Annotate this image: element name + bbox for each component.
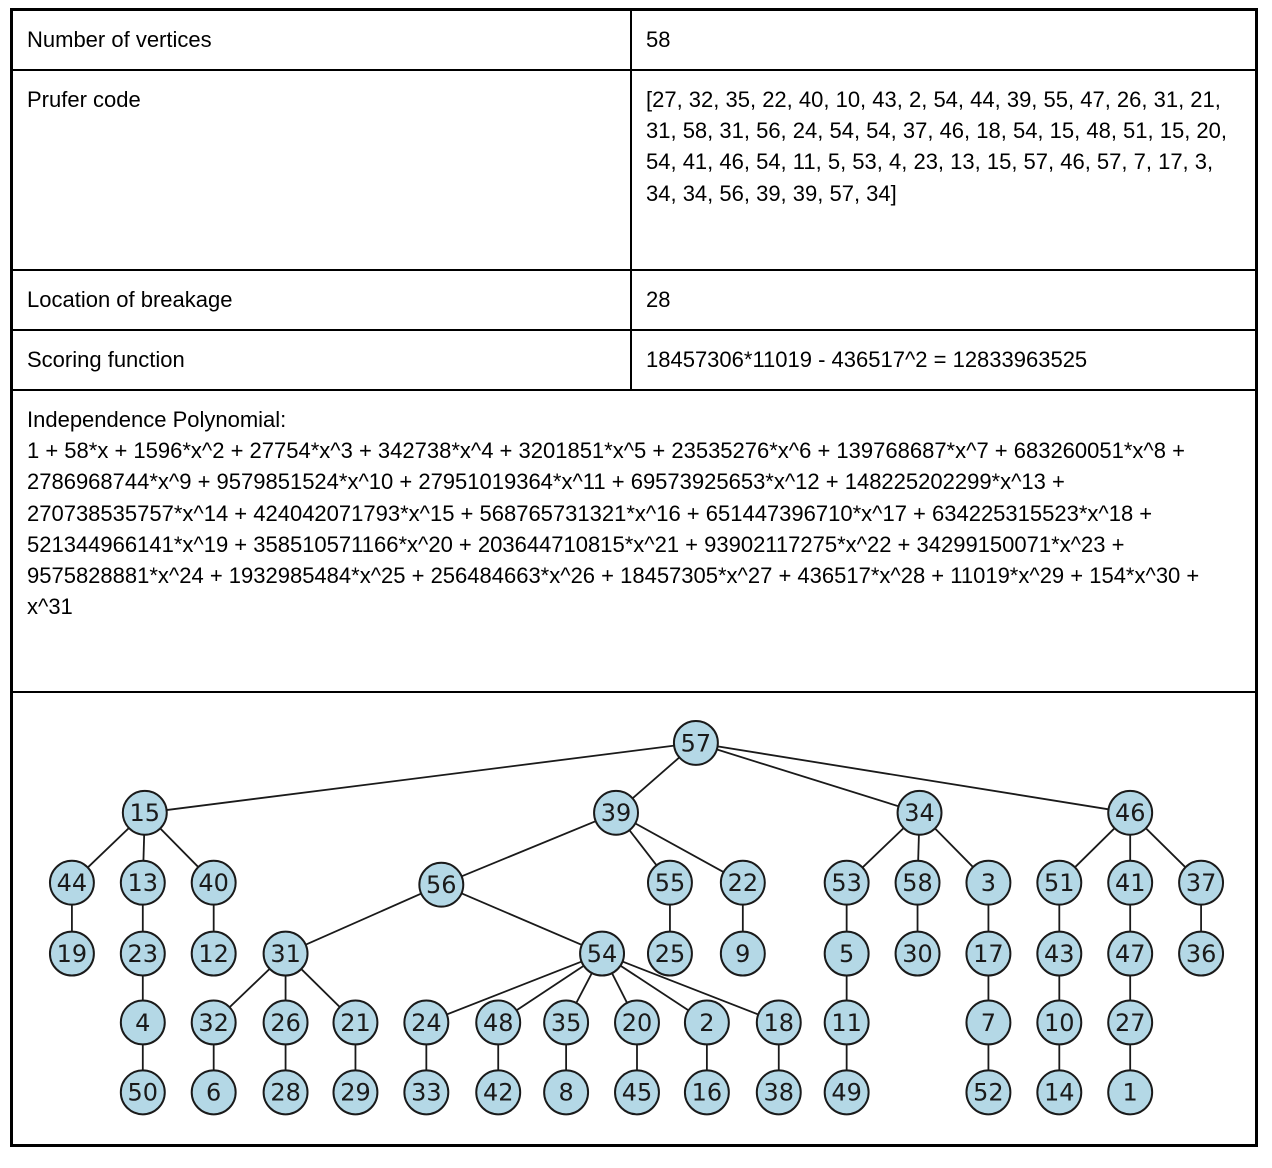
- tree-node-58: [896, 861, 940, 905]
- tree-node-28: [264, 1070, 308, 1114]
- tree-node-label: 20: [621, 1008, 653, 1037]
- tree-node-label: 3: [980, 869, 997, 898]
- tree-node-49: [825, 1070, 869, 1114]
- tree-node-label: 33: [411, 1078, 442, 1107]
- tree-node-16: [685, 1070, 729, 1114]
- tree-node-label: 9: [735, 939, 751, 968]
- tree-node-label: 50: [127, 1078, 159, 1107]
- tree-node-47: [1108, 932, 1152, 976]
- breakage-label: Location of breakage: [13, 271, 632, 329]
- tree-diagram: [13, 693, 1255, 1144]
- tree-node-label: 14: [1044, 1078, 1075, 1107]
- tree-node-13: [121, 861, 165, 905]
- tree-node-label: 30: [902, 939, 933, 968]
- tree-node-36: [1179, 932, 1223, 976]
- prufer-code-value: [27, 32, 35, 22, 40, 10, 43, 2, 54, 44, 39, 55, 47, 26, 31, 21, 31, 58, 31, 56, 24, 54, 54, 37, 46, 18, 54, 15, 48, 51, 15, 20, 54, 41, 46, 54, 11, 5, 53, 4, 23, 13, 15, 57, 46, 57, 7, 17, 3, 34, 34, 56, 39, 39, 57, 34]: [646, 87, 1228, 206]
- tree-node-label: 55: [654, 869, 686, 898]
- tree-node-label: 13: [127, 869, 159, 898]
- tree-node-50: [121, 1070, 165, 1114]
- tree-node-2: [685, 1000, 729, 1044]
- breakage-value: 28: [646, 287, 671, 312]
- tree-node-7: [966, 1000, 1010, 1044]
- tree-node-35: [544, 1000, 588, 1044]
- tree-edge-39-56: [441, 813, 616, 885]
- tree-node-54: [580, 932, 624, 976]
- tree-node-25: [648, 932, 692, 976]
- tree-node-label: 16: [691, 1078, 723, 1107]
- tree-node-26: [264, 1000, 308, 1044]
- tree-node-23: [121, 932, 165, 976]
- num-vertices-label: Number of vertices: [13, 11, 632, 69]
- tree-node-label: 45: [621, 1078, 653, 1107]
- tree-node-label: 29: [340, 1078, 371, 1107]
- tree-node-label: 52: [973, 1078, 1004, 1107]
- table-row: [13, 271, 1255, 331]
- tree-node-48: [476, 1000, 520, 1044]
- tree-node-8: [544, 1070, 588, 1114]
- tree-node-label: 27: [1114, 1008, 1146, 1037]
- tree-node-label: 8: [558, 1078, 574, 1107]
- tree-node-15: [123, 791, 167, 835]
- tree-node-label: 43: [1044, 939, 1075, 968]
- tree-node-52: [966, 1070, 1010, 1114]
- tree-node-label: 12: [198, 939, 229, 968]
- tree-node-label: 22: [727, 869, 759, 898]
- independence-polynomial-cell: [13, 391, 1255, 693]
- tree-node-30: [896, 932, 940, 976]
- tree-node-43: [1037, 932, 1081, 976]
- tree-node-39: [594, 791, 638, 835]
- tree-edge-57-34: [696, 743, 920, 813]
- tree-node-44: [50, 861, 94, 905]
- tree-node-31: [264, 932, 308, 976]
- tree-node-14: [1037, 1070, 1081, 1114]
- tree-node-56: [419, 863, 463, 907]
- tree-node-label: 36: [1185, 939, 1217, 968]
- tree-node-label: 53: [831, 869, 862, 898]
- tree-node-12: [192, 932, 236, 976]
- tree-node-37: [1179, 861, 1223, 905]
- tree-node-label: 42: [482, 1078, 514, 1107]
- tree-node-label: 44: [56, 869, 88, 898]
- tree-node-label: 4: [135, 1008, 151, 1037]
- tree-node-45: [615, 1070, 659, 1114]
- tree-edge-56-31: [286, 885, 442, 954]
- num-vertices-value: 58: [646, 27, 671, 52]
- tree-node-label: 2: [699, 1008, 715, 1037]
- tree-node-label: 21: [340, 1008, 371, 1037]
- tree-node-label: 58: [902, 869, 933, 898]
- tree-node-33: [404, 1070, 448, 1114]
- prufer-code-label: Prufer code: [13, 71, 632, 269]
- tree-node-label: 32: [198, 1008, 229, 1037]
- tree-node-label: 38: [763, 1078, 795, 1107]
- tree-node-label: 24: [411, 1008, 442, 1037]
- tree-node-5: [825, 932, 869, 976]
- tree-node-57: [674, 721, 718, 765]
- tree-node-38: [757, 1070, 801, 1114]
- tree-node-label: 34: [904, 799, 935, 828]
- tree-node-label: 7: [980, 1008, 997, 1037]
- tree-node-label: 23: [127, 939, 159, 968]
- table-row: [13, 331, 1255, 391]
- tree-node-34: [898, 791, 942, 835]
- independence-polynomial-text: 1 + 58*x + 1596*x^2 + 27754*x^3 + 342738*x^4 + 3201851*x^5 + 23535276*x^6 + 139768687*x^7 + 683260051*x^8 + 2786968744*x^9 + 9579851524*x^10 + 27951019364*x^11 + 69573925653*x^12 + 148225202299*x^13 + 270738535757*x^14 + 424042071793*x^15 + 568765731321*x^16 + 651447396710*x^17 + 634225315523*x^18 + 521344966141*x^19 + 358510571166*x^20 + 203644710815*x^21 + 93902117275*x^22 + 34299150071*x^23 + 9575828881*x^24 + 1932985484*x^25 + 256484663*x^26 + 18457305*x^27 + 436517*x^28 + 11019*x^29 + 154*x^30 + x^31: [27, 438, 1200, 620]
- tree-node-3: [966, 861, 1010, 905]
- tree-node-label: 39: [600, 799, 632, 828]
- tree-node-label: 51: [1044, 869, 1075, 898]
- tree-node-46: [1108, 791, 1152, 835]
- tree-node-label: 35: [550, 1008, 582, 1037]
- tree-node-9: [721, 932, 765, 976]
- tree-node-27: [1108, 1000, 1152, 1044]
- tree-node-41: [1108, 861, 1152, 905]
- tree-node-19: [50, 932, 94, 976]
- tree-node-label: 11: [831, 1008, 862, 1037]
- tree-node-label: 56: [426, 871, 457, 900]
- tree-node-18: [757, 1000, 801, 1044]
- tree-node-label: 41: [1114, 869, 1146, 898]
- tree-node-label: 31: [270, 939, 301, 968]
- tree-node-32: [192, 1000, 236, 1044]
- tree-node-label: 5: [839, 939, 855, 968]
- tree-node-17: [966, 932, 1010, 976]
- result-table: [10, 8, 1258, 1147]
- tree-node-label: 46: [1114, 799, 1146, 828]
- tree-node-label: 40: [198, 869, 229, 898]
- tree-node-label: 47: [1114, 939, 1146, 968]
- tree-node-label: 48: [482, 1008, 514, 1037]
- tree-node-label: 18: [763, 1008, 795, 1037]
- tree-node-40: [192, 861, 236, 905]
- tree-node-21: [333, 1000, 377, 1044]
- table-row: [13, 11, 1255, 71]
- tree-node-label: 10: [1044, 1008, 1075, 1037]
- tree-node-label: 17: [973, 939, 1004, 968]
- tree-node-label: 49: [831, 1078, 862, 1107]
- tree-node-4: [121, 1000, 165, 1044]
- tree-node-29: [333, 1070, 377, 1114]
- table-row: [13, 71, 1255, 271]
- tree-diagram-cell: [13, 693, 1255, 1144]
- tree-node-label: 54: [586, 939, 618, 968]
- tree-node-label: 26: [270, 1008, 301, 1037]
- tree-node-20: [615, 1000, 659, 1044]
- tree-node-51: [1037, 861, 1081, 905]
- tree-node-1: [1108, 1070, 1152, 1114]
- tree-node-label: 6: [206, 1078, 222, 1107]
- tree-node-label: 19: [56, 939, 88, 968]
- tree-node-53: [825, 861, 869, 905]
- tree-node-42: [476, 1070, 520, 1114]
- tree-node-11: [825, 1000, 869, 1044]
- tree-node-label: 28: [270, 1078, 301, 1107]
- tree-node-label: 1: [1122, 1078, 1138, 1107]
- tree-node-label: 57: [680, 729, 712, 758]
- tree-node-label: 37: [1185, 869, 1217, 898]
- independence-polynomial-title: Independence Polynomial:: [27, 407, 287, 432]
- tree-edge-56-54: [441, 885, 602, 954]
- tree-node-6: [192, 1070, 236, 1114]
- tree-node-10: [1037, 1000, 1081, 1044]
- scoring-function-label: Scoring function: [13, 331, 632, 389]
- tree-node-55: [648, 861, 692, 905]
- tree-node-24: [404, 1000, 448, 1044]
- tree-node-22: [721, 861, 765, 905]
- tree-node-label: 25: [654, 939, 686, 968]
- tree-node-label: 15: [129, 799, 161, 828]
- scoring-function-value: 18457306*11019 - 436517^2 = 12833963525: [646, 347, 1088, 372]
